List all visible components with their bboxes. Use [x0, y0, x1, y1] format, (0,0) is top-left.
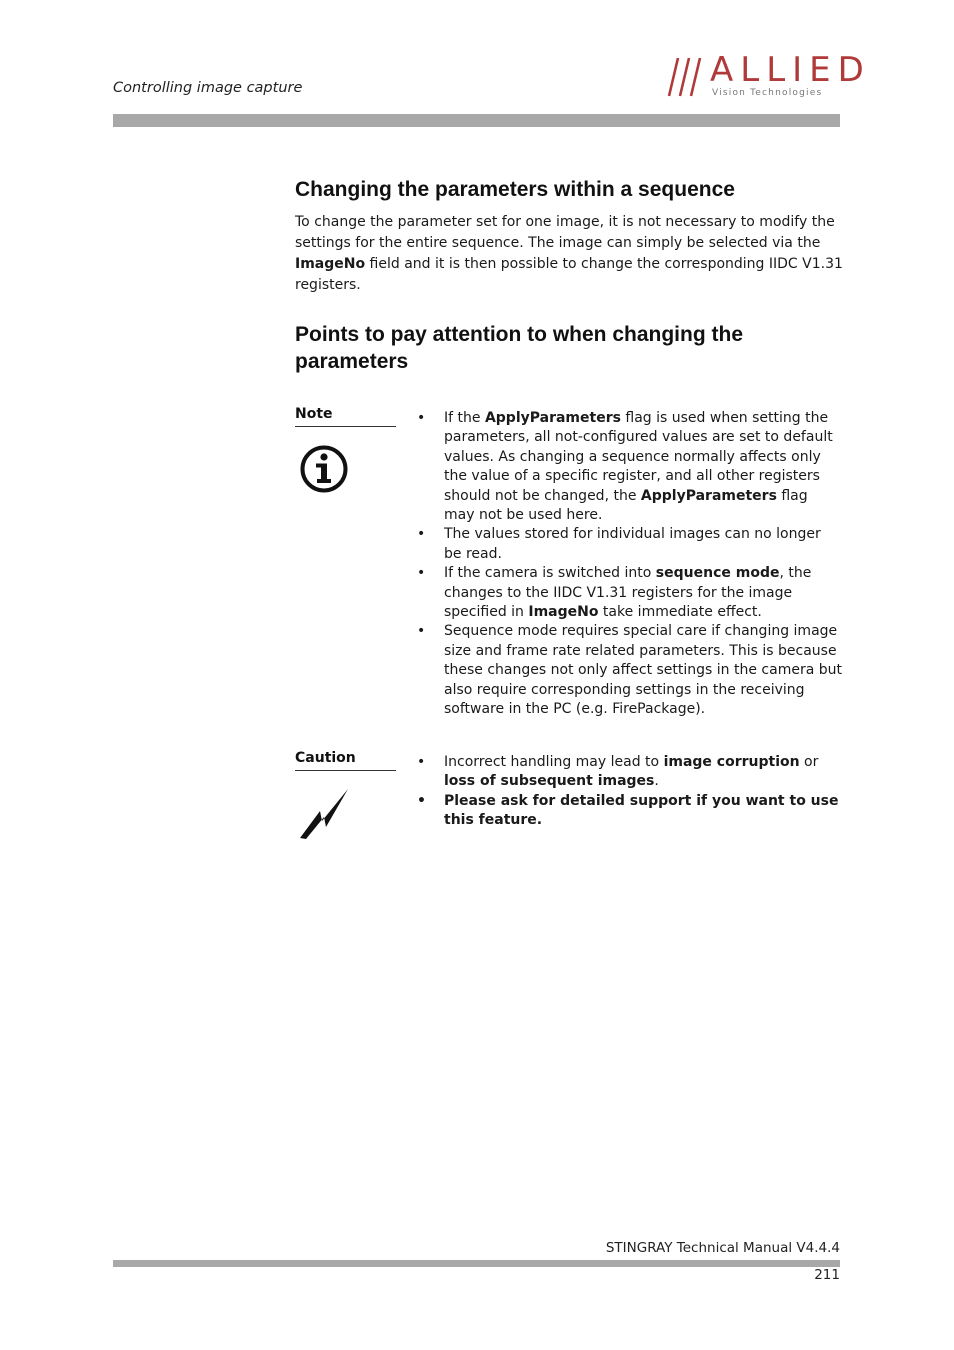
list-item: [417, 409, 842, 525]
note-label: Note: [295, 406, 396, 427]
bullet: •: [417, 565, 426, 582]
bullet: •: [417, 792, 426, 809]
page-number: 211: [814, 1267, 840, 1283]
logo-subtitle: Vision Technologies: [712, 88, 823, 98]
text-run: Sequence mode requires special care if changing image size and frame rate related parameters. This is because these changes not only affect settings in the camera but also require corresponding settings in the receiving software in the PC (e.g. FirePackage).: [444, 623, 842, 718]
bold-term: Please ask for detailed support if you want to use this feature.: [444, 792, 839, 829]
logo-wordmark: ALLIED: [710, 50, 871, 90]
text-run: flag is used when setting the parameters, all not-configured values are set to default values. As changing a sequence normally affects only the value of a specific register, and all other registers should not be changed, the: [444, 410, 833, 504]
text-run: field and it is then possible to change the corresponding IIDC V1.31 registers.: [295, 256, 843, 293]
note-list: [417, 409, 842, 720]
header-rule: [113, 114, 840, 127]
text-run: , the changes to the IIDC V1.31 registers for the image specified in: [444, 565, 812, 621]
bold-term: ApplyParameters: [640, 487, 777, 504]
bold-term: ImageNo: [295, 256, 366, 272]
list-item: [417, 525, 842, 564]
text-run: If the camera is switched into: [444, 565, 656, 582]
list-item: [417, 753, 842, 792]
list-item: [417, 622, 842, 719]
footer-manual-title: STINGRAY Technical Manual V4.4.4: [605, 1240, 840, 1256]
footer-rule: [113, 1260, 840, 1267]
text-run: take immediate effect.: [598, 604, 762, 621]
section-heading-sequence-parameters: Changing the parameters within a sequence: [295, 178, 735, 201]
bullet: •: [417, 754, 426, 770]
bold-term: sequence mode: [655, 565, 780, 582]
bullet: •: [417, 623, 426, 640]
text-run: To change the parameter set for one image, it is not necessary to modify the settings for the entire sequence. The image can simply be selected via the: [295, 214, 835, 251]
bullet: •: [417, 410, 426, 426]
bold-term: ImageNo: [528, 604, 599, 621]
text-run: flag may not be used here.: [444, 487, 808, 524]
bullet: •: [417, 526, 426, 543]
bold-term: ApplyParameters: [484, 410, 621, 426]
logo-slashes-icon: [666, 56, 708, 98]
caution-list: [417, 753, 842, 831]
caution-label: Caution: [295, 750, 396, 771]
running-header: Controlling image capture: [113, 80, 303, 96]
text-run: or: [799, 754, 819, 770]
bold-term: loss of subsequent images: [444, 773, 655, 790]
allied-logo: [666, 50, 871, 102]
text-run: Incorrect handling may lead to: [444, 754, 664, 770]
section-heading-points-attention: Points to pay attention to when changing the parameters: [295, 323, 743, 373]
text-run: The values stored for individual images can no longer be read.: [444, 526, 821, 562]
text-run: If the: [444, 410, 485, 426]
bold-term: image corruption: [663, 754, 800, 770]
lightning-icon: [298, 787, 350, 841]
info-icon: [299, 444, 349, 494]
list-item: [417, 792, 842, 831]
list-item: [417, 564, 842, 622]
body-paragraph: [295, 212, 843, 296]
text-run: .: [654, 773, 659, 790]
